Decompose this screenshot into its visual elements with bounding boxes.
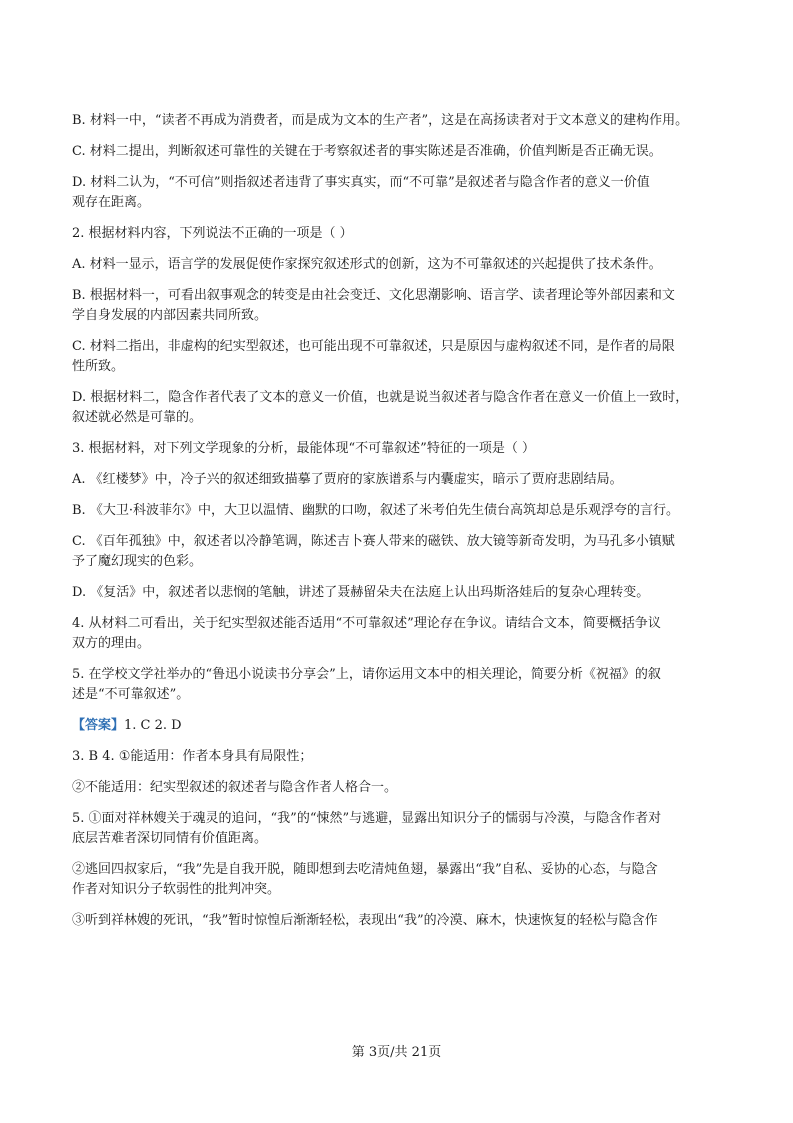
answer-5-point-1: 5. ①面对祥林嫂关于魂灵的追问，“我”的“悚然”与逃避，显露出知识分子的懦弱与冷漠，与隐含作者对 <box>72 811 662 826</box>
q3-option-c-cont: 予了魔幻现实的色彩。 <box>72 554 203 569</box>
question-5: 5. 在学校文学社举办的“鲁迅小说读书分享会”上，请你运用文本中的相关理论，简要分析《祝福》的叙 <box>72 667 661 682</box>
option-b-line: B. 材料一中，“读者不再成为消费者，而是成为文本的生产者”，这是在高扬读者对于文本意义的建构作用。 <box>72 113 689 128</box>
q2-option-b-cont: 学自身发展的内部因素共同所致。 <box>72 308 268 323</box>
q2-option-c: C. 材料二指出，非虚构的纪实型叙述，也可能出现不可靠叙述，只是原因与虚构叙述不同，是作者的局限 <box>72 339 675 354</box>
answer-values: 1. C 2. D <box>124 718 182 733</box>
q2-option-d: D. 根据材料二，隐含作者代表了文本的意义一价值，也就是说当叙述者与隐含作者在意义一价值上一致时， <box>72 390 689 405</box>
question-5-cont: 述是“不可靠叙述”。 <box>72 687 190 702</box>
answer-5-point-2-cont: 作者对知识分子软弱性的批判冲突。 <box>72 882 281 897</box>
q2-option-a: A. 材料一显示，语言学的发展促使作家探究叙述形式的创新，这为不可靠叙述的兴起提供了技术条件。 <box>72 257 662 272</box>
q2-option-b: B. 根据材料一，可看出叙事观念的转变是由社会变迁、文化思潮影响、语言学、读者理论等外部因素和文 <box>72 288 675 303</box>
answer-5-point-1-cont: 底层苦难者深切同情有价值距离。 <box>72 831 268 846</box>
q3-option-c: C. 《百年孤独》中，叙述者以冷静笔调，陈述吉卜赛人带来的磁铁、放大镜等新奇发明，为马孔多小镇赋 <box>72 534 675 549</box>
q3-option-d: D. 《复活》中，叙述者以悲悯的笔触，讲述了聂赫留朵夫在法庭上认出玛斯洛娃后的复杂心理转变。 <box>72 585 650 600</box>
answer-5-point-2: ②逃回四叔家后，“我”先是自我开脱，随即想到去吃清炖鱼翅，暴露出“我”自私、妥协的心态，与隐含 <box>72 862 658 877</box>
question-4: 4. 从材料二可看出，关于纪实型叙述能否适用“不可靠叙述”理论存在争议。请结合文本，简要概括争议 <box>72 616 661 631</box>
answer-5-point-3: ③听到祥林嫂的死讯，“我”暂时惊惶后渐渐轻松，表现出“我”的冷漠、麻木，快速恢复的轻松与隐含作 <box>72 913 658 928</box>
question-4-cont: 双方的理由。 <box>72 636 151 651</box>
q2-option-d-cont: 叙述就必然是可靠的。 <box>72 410 203 425</box>
document-body <box>72 111 744 931</box>
option-d-line-cont: 观存在距离。 <box>72 195 151 210</box>
q3-option-a: A. 《红楼梦》中，冷子兴的叙述细致描摹了贾府的家族谱系与内囊虚实，暗示了贾府悲剧结局。 <box>72 472 623 487</box>
answer-4-point-2: ②不能适用：纪实型叙述的叙述者与隐含作者人格合一。 <box>72 780 398 795</box>
q2-option-c-cont: 性所致。 <box>72 359 125 374</box>
answer-line <box>72 716 744 736</box>
option-d-line: D. 材料二认为，“不可信”则指叙述者违背了事实真实，而“不可靠”是叙述者与隐含作者的意义一价值 <box>72 175 650 190</box>
answer-line-2: 3. B 4. ①能适用：作者本身具有局限性； <box>72 749 313 764</box>
answer-tag: 【答案】 <box>72 718 125 733</box>
question-2: 2. 根据材料内容，下列说法不正确的一项是（ ） <box>72 226 353 241</box>
page-footer: 第 3页/共 21页 <box>351 1045 442 1060</box>
question-3: 3. 根据材料，对下列文学现象的分析，最能体现“不可靠叙述”特征的一项是（ ） <box>72 441 535 456</box>
q3-option-b: B. 《大卫·科波菲尔》中，大卫以温情、幽默的口吻，叙述了米考伯先生债台高筑却总是乐观浮夸的言行。 <box>72 503 679 518</box>
option-c-line: C. 材料二提出，判断叙述可靠性的关键在于考察叙述者的事实陈述是否准确，价值判断是否正确无误。 <box>72 144 662 159</box>
